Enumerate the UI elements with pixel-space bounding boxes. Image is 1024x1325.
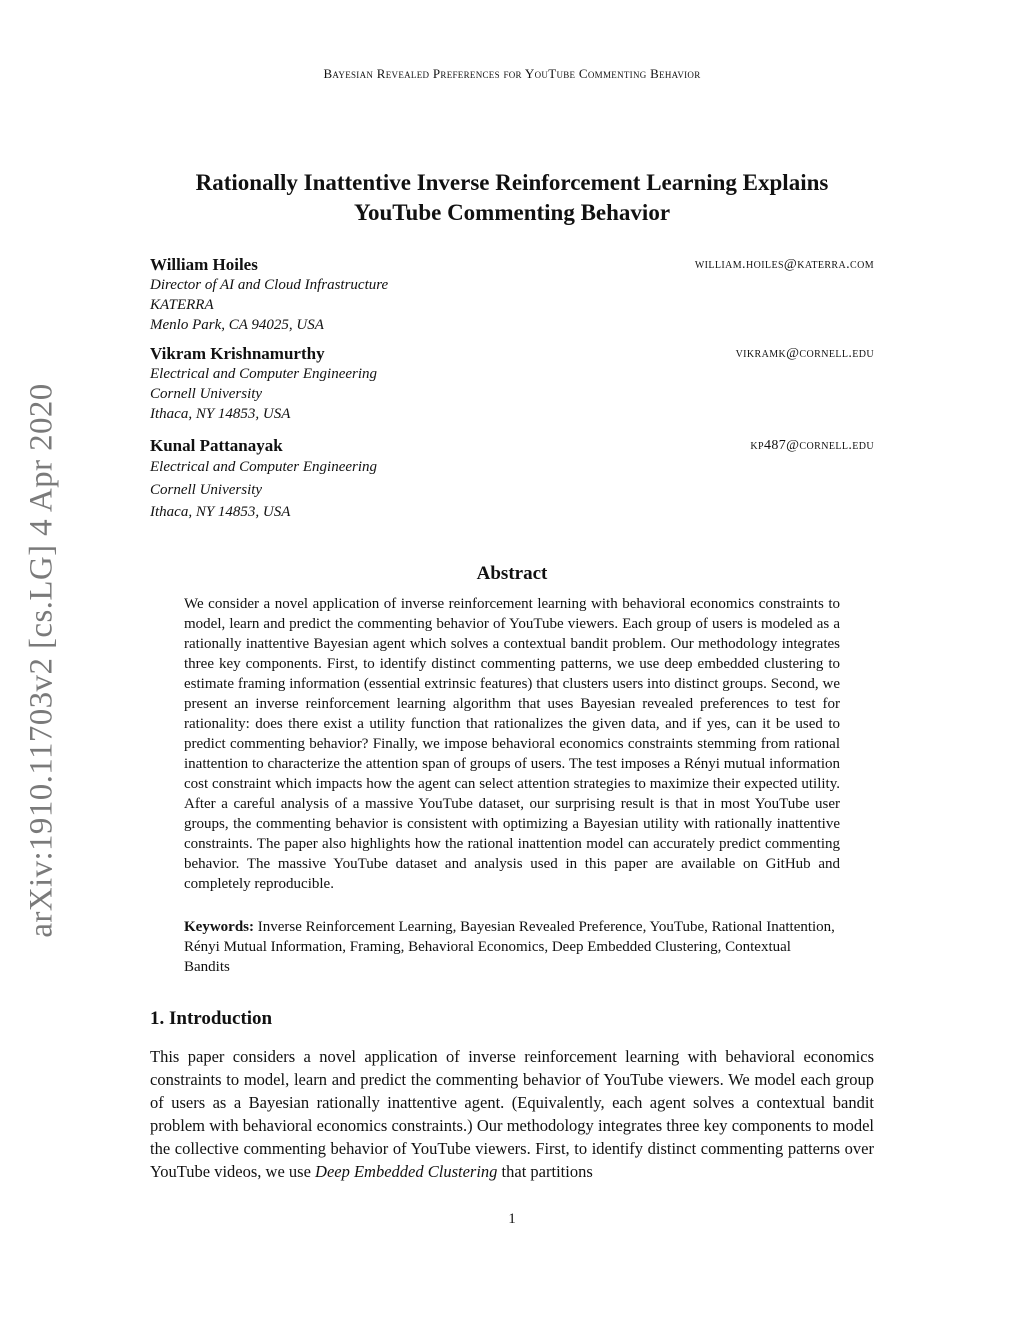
author-email[interactable]: kp487@cornell.edu [750,438,874,453]
author-affiliation-line: KATERRA [150,297,214,313]
paper-title-line-2: YouTube Commenting Behavior [353,200,671,225]
author-affiliation-line: Menlo Park, CA 94025, USA [150,317,324,333]
author-affiliation-line: Cornell University [150,386,263,402]
author-name: Vikram Krishnamurthy [150,344,325,363]
author-name: Kunal Pattanayak [150,436,283,455]
keywords-list: Inverse Reinforcement Learning, Bayesian Revealed Preference, YouTube, Rational Inattention, Rényi Mutual Information, Framing, Behavioral Economics, Deep Embedded Clustering, Contextual Bandits [184,919,835,975]
author-name: William Hoiles [150,255,258,274]
arxiv-stamp [22,360,62,960]
intro-text-lead: This paper considers a novel application of inverse reinforcement learning with behavioral economics constraints to model, learn and predict the commenting behavior of YouTube viewers. We model each group of users as a Bayesian rationally inattentive agent. (Equivalently, each agent solves a contextual bandit problem with behavioral economics constraints.) Our methodology integrates three key components to model the collective commenting behavior of YouTube viewers. First, to identify distinct commenting patterns over YouTube videos, we use [150,1047,874,1181]
intro-emphasis: Deep Embedded Clustering [315,1162,498,1181]
arxiv-identifier: arXiv:1910.11703v2 [cs.LG] 4 Apr 2020 [23,382,60,938]
author-affiliation-line: Director of AI and Cloud Infrastructure [150,277,389,293]
author-affiliation-line: Electrical and Computer Engineering [150,459,378,475]
author-affiliation-line: Cornell University [150,481,263,498]
keywords [184,917,840,977]
author-affiliation-line: Electrical and Computer Engineering [150,366,378,382]
author-block-hoiles [150,255,874,335]
intro-text-tail: that partitions [501,1162,593,1181]
author-affiliation-line: Ithaca, NY 14853, USA [150,504,291,520]
abstract-text: We consider a novel application of inverse reinforcement learning with behavioral economics constraints to model, learn and predict the commenting behavior of YouTube viewers. Each group of users is modeled as a rationally inattentive Bayesian agent which solves a contextual bandit problem. Our methodology integrates three key components. First, to identify distinct commenting patterns, we use deep embedded clustering to estimate framing information (essential extrinsic features) that clusters users into distinct groups. Second, we present an inverse reinforcement learning algorithm that uses Bayesian revealed preferences to test for rationality: does there exist a utility function that rationalizes the given data, and if yes, can it be used to predict commenting behavior? Finally, we impose behavioral economics constraints stemming from rational inattention to characterize the attention span of groups of users. The test imposes a Rényi mutual information cost constraint which impacts how the agent can select attention strategies to maximize their expected utility. After a careful analysis of a massive YouTube dataset, our surprising result is that in most YouTube user groups, the commenting behavior is consistent with optimizing a Bayesian utility with rationally inattentive constraints. The paper also highlights how the rational inattention model can accurately predict commenting behavior. The massive YouTube dataset and analysis used in this paper are available on GitHub and completely reproducible. [184,596,840,892]
author-email[interactable]: william.hoiles@katerra.com [694,257,874,272]
author-email[interactable]: vikramk@cornell.edu [735,346,874,361]
paper-title-line-1: Rationally Inattentive Inverse Reinforcement Learning Explains [195,170,829,195]
section-heading-introduction: 1. Introduction [150,1008,273,1029]
author-block-krishnamurthy [150,344,874,424]
author-block-pattanayak [150,436,874,524]
author-affiliation-line: Ithaca, NY 14853, USA [150,406,291,422]
keywords-label: Keywords: [184,919,254,935]
abstract-heading: Abstract [476,563,548,584]
page-number: 1 [508,1211,516,1227]
running-head: Bayesian Revealed Preferences for YouTube Commenting Behavior [323,66,701,81]
introduction-paragraph [150,1045,874,1183]
paper-title [150,168,874,228]
